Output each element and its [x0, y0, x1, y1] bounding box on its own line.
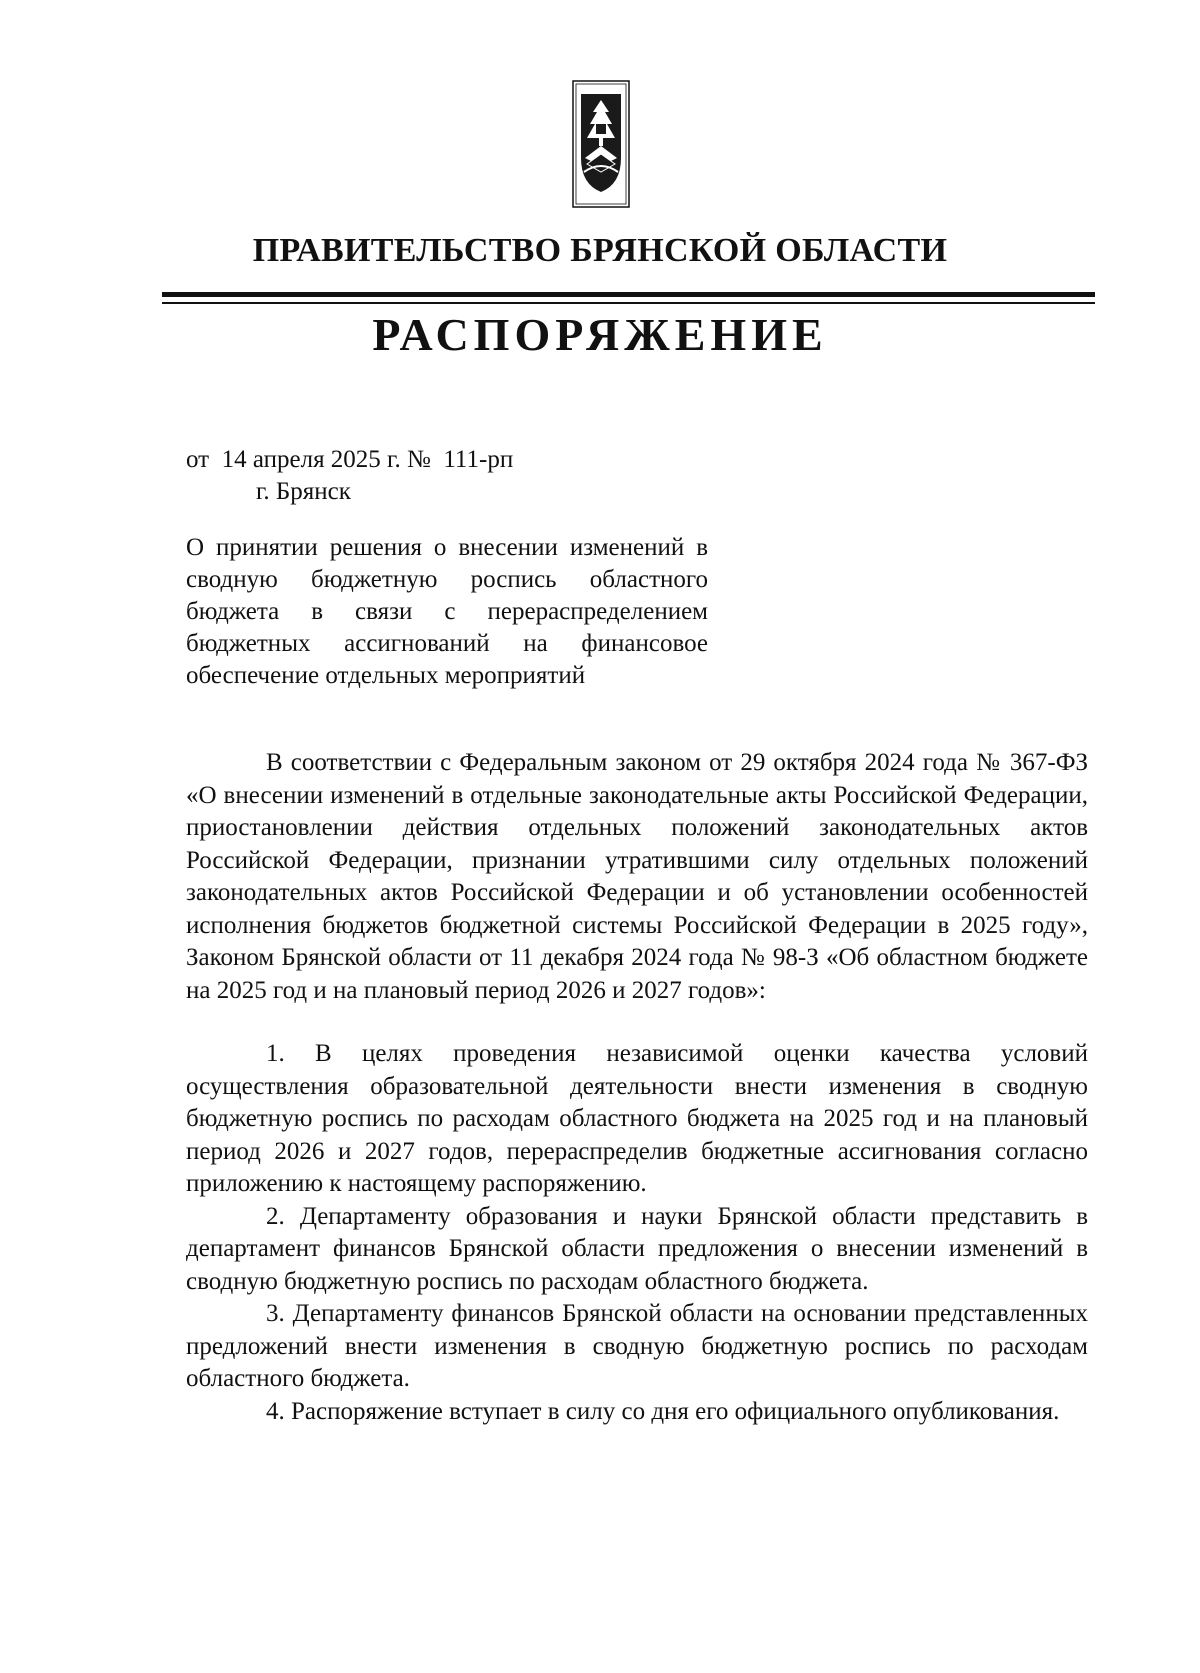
header-rule-thin — [162, 302, 1095, 304]
document-body — [186, 747, 1088, 1428]
organization-title: ПРАВИТЕЛЬСТВО БРЯНСКОЙ ОБЛАСТИ — [252, 232, 948, 269]
item-2-paragraph: 2. Департаменту образования и науки Брянской области представить в департамент финансов Брянской области предложения о внесении изменений в сводную бюджетную роспись по расходам областного бюджета. — [186, 1202, 1088, 1295]
item-4-paragraph: 4. Распоряжение вступает в силу со дня его официального опубликования. — [266, 1397, 1060, 1425]
item-3-paragraph: 3. Департаменту финансов Брянской области на основании представленных предложений внести изменения в сводную бюджетную роспись по расходам областного бюджета. — [186, 1300, 1088, 1392]
document-meta — [186, 444, 513, 508]
city-line: г. Брянск — [256, 478, 351, 505]
item-1-paragraph: 1. В целях проведения независимой оценки качества условий осуществления образовательной деятельности внести изменения в сводную бюджетную роспись по расходам областного бюджета на 2025 год и на плановый период 2026 и 2027 годов, перераспределив бюджетные ассигнования согласно приложению к настоящему распоряжению. — [186, 1040, 1088, 1197]
document-type-title: РАСПОРЯЖЕНИЕ — [372, 309, 828, 360]
document-subject: О принятии решения о внесении изменений в сводную бюджетную роспись областного бюджета в связи с перераспределением бюджетных ассигнований на финансовое обеспечение отдельных мероприятий — [186, 534, 708, 689]
preamble-paragraph: В соответствии с Федеральным законом от 29 октября 2024 года № 367-ФЗ «О внесении изменений в отдельные законодательные акты Российской Федерации, приостановлении действия отдельных положений законодательных актов Российской Федерации, признании утратившими силу отдельных положений законодательных актов Российской Федерации и об установлении особенностей исполнения бюджетов бюджетной системы Российской Федерации в 2025 году», Законом Брянской области от 11 декабря 2024 года № 98-З «Об областном бюджете на 2025 год и на плановый период 2026 и 2027 годов»: — [186, 749, 1088, 1004]
header-rule-thick — [162, 292, 1095, 297]
date-number-line: от 14 апреля 2025 г. № 111-рп — [186, 446, 514, 473]
coat-of-arms-emblem — [572, 80, 630, 208]
